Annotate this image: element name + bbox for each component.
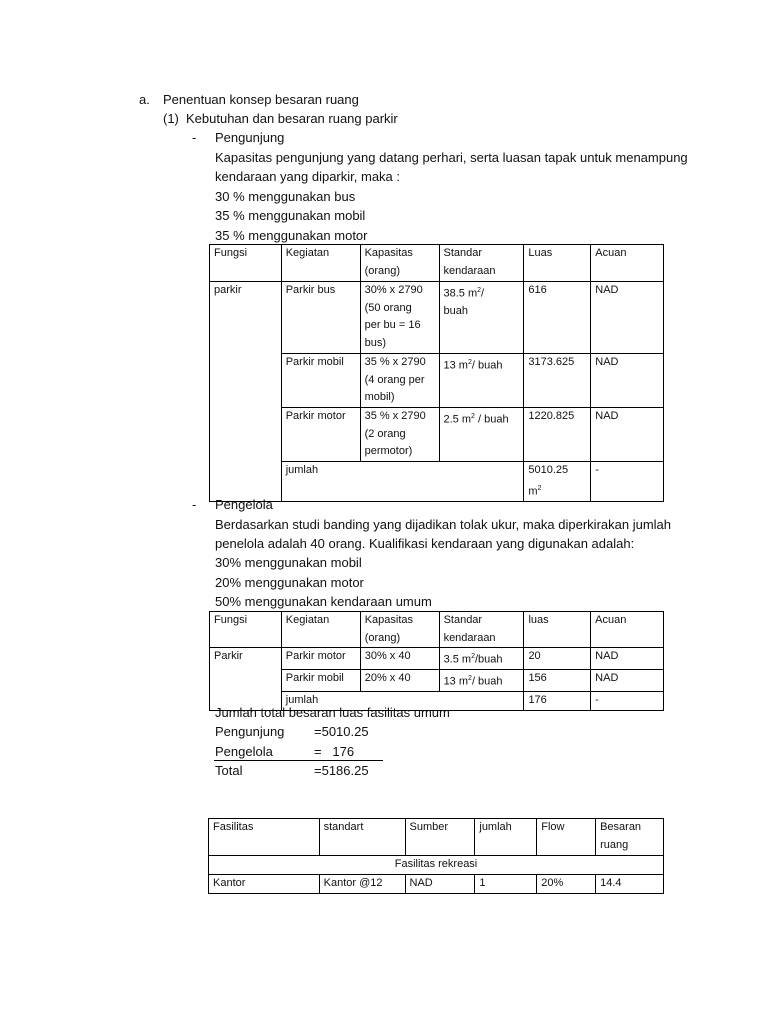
cell-standar	[439, 354, 524, 408]
summary-value: =5010.25	[314, 724, 369, 739]
header-kapasitas	[360, 612, 439, 648]
cell-total-acuan: -	[591, 692, 664, 711]
visitor-dash: -	[192, 130, 197, 145]
visitor-line: Kapasitas pengunjung yang datang perhari, serta luasan tapak untuk menampung	[215, 150, 688, 165]
std-suffix: / buah	[474, 413, 509, 426]
visitor-parking-table	[209, 244, 664, 502]
total-luas-unit: m	[528, 485, 538, 498]
cell-kapasitas: 20% x 40	[360, 670, 439, 692]
cell-kapasitas	[360, 282, 439, 354]
header-standar-line: kendaraan	[443, 264, 496, 277]
std-value: 2.5 m	[443, 413, 472, 426]
group-label: Fasilitas rekreasi	[209, 856, 664, 875]
header-standar-line: Standar	[443, 247, 483, 259]
std-suffix: buah	[443, 305, 468, 318]
header-sumber: Sumber	[405, 819, 475, 856]
kap-line: 30% x 2790	[364, 284, 423, 296]
cell-kapasitas	[360, 408, 439, 462]
std-suffix: /buah	[474, 653, 503, 666]
header-kegiatan: Kegiatan	[281, 612, 360, 648]
cell-standar	[439, 648, 524, 670]
visitor-line: 35 % menggunakan motor	[215, 228, 368, 243]
cell-luas: 20	[524, 648, 591, 670]
header-besaran-line: Besaran	[600, 821, 642, 833]
cell-total-luas	[524, 462, 591, 502]
summary-title: Jumlah total besaran luas fasilitas umum	[215, 705, 450, 720]
kap-line: mobil)	[364, 391, 395, 403]
sub-marker: (1)	[163, 111, 179, 126]
manager-title: Pengelola	[215, 497, 273, 512]
cell-kegiatan: Parkir mobil	[281, 670, 360, 692]
kap-line: 35 % x 2790	[364, 410, 426, 422]
std-unit-sup: 2	[467, 359, 472, 366]
cell-luas: 3173.625	[524, 354, 591, 408]
std-suffix: / buah	[471, 359, 503, 372]
header-kapasitas-line: (orang)	[364, 264, 401, 277]
header-standar	[439, 245, 524, 282]
cell-acuan: NAD	[591, 648, 664, 670]
cell-total-label: jumlah	[281, 462, 524, 502]
total-luas-sup: 2	[537, 484, 542, 492]
heading-title: Penentuan konsep besaran ruang	[163, 92, 359, 107]
cell-kegiatan: Parkir bus	[281, 282, 360, 354]
summary-label: Pengunjung	[215, 724, 285, 739]
header-besaran-line: ruang	[600, 838, 629, 851]
cell-acuan: NAD	[591, 354, 664, 408]
header-fasilitas: Fasilitas	[209, 819, 320, 856]
cell-sumber: NAD	[405, 874, 475, 893]
header-fungsi: Fungsi	[210, 612, 282, 648]
cell-total-luas: 176	[524, 692, 591, 711]
cell-acuan: NAD	[591, 670, 664, 692]
cell-luas: 156	[524, 670, 591, 692]
std-suffix: / buah	[471, 675, 503, 688]
cell-flow: 20%	[537, 874, 596, 893]
summary-label: Total	[215, 763, 243, 778]
summary-label: Pengelola	[215, 744, 273, 759]
heading-marker: a.	[139, 92, 150, 107]
manager-parking-table	[209, 611, 664, 711]
cell-kapasitas	[360, 354, 439, 408]
table-row	[209, 874, 664, 893]
manager-dash: -	[192, 497, 197, 512]
std-value: 13 m	[443, 359, 468, 372]
header-standar-line: kendaraan	[443, 631, 496, 644]
manager-line: 30% menggunakan mobil	[215, 555, 362, 570]
header-acuan: Acuan	[591, 245, 664, 282]
header-standart: standart	[319, 819, 405, 856]
std-value: 13 m	[443, 675, 469, 688]
kap-line: permotor)	[364, 445, 413, 457]
header-acuan: Acuan	[591, 612, 664, 648]
std-unit-sup: 2	[471, 653, 475, 660]
kap-line: per bu = 16	[364, 319, 421, 331]
manager-line: Berdasarkan studi banding yang dijadikan tolak ukur, maka diperkirakan jumlah	[215, 517, 671, 532]
cell-acuan: NAD	[591, 282, 664, 354]
header-kapasitas-line: (orang)	[364, 631, 401, 644]
kap-line: (4 orang per	[364, 373, 425, 386]
header-standar-line: Standar	[443, 614, 483, 626]
std-unit-sup: 2	[477, 287, 482, 294]
cell-fasilitas: Kantor	[209, 874, 320, 893]
kap-line: (50 orang	[364, 301, 412, 314]
visitor-line: kendaraan yang diparkir, maka :	[215, 169, 400, 184]
cell-fungsi: Parkir	[210, 648, 282, 711]
header-luas: Luas	[524, 245, 591, 282]
header-jumlah: jumlah	[475, 819, 537, 856]
manager-line: penelola adalah 40 orang. Kualifikasi kendaraan yang digunakan adalah:	[215, 536, 635, 551]
std-unit-sup: 2	[468, 675, 472, 683]
table-header-row	[210, 245, 664, 282]
cell-acuan: NAD	[591, 408, 664, 462]
header-kapasitas-line: Kapasitas	[364, 247, 413, 259]
header-standar	[439, 612, 524, 648]
header-luas: luas	[524, 612, 591, 648]
cell-kegiatan: Parkir motor	[281, 408, 360, 462]
visitor-line: 30 % menggunakan bus	[215, 189, 356, 204]
table-header-row	[210, 612, 664, 648]
table-group-row	[209, 856, 664, 875]
header-flow: Flow	[537, 819, 596, 856]
cell-standart: Kantor @12	[319, 874, 405, 893]
cell-luas: 616	[524, 282, 591, 354]
kap-line: bus)	[364, 336, 386, 349]
kap-line: 35 % x 2790	[364, 356, 426, 368]
cell-standar	[439, 282, 524, 354]
header-kegiatan: Kegiatan	[281, 245, 360, 282]
cell-luas: 1220.825	[524, 408, 591, 462]
cell-kegiatan: Parkir motor	[281, 648, 360, 670]
facilities-table	[208, 818, 664, 894]
summary-value: =5186.25	[314, 763, 369, 778]
table-row	[210, 648, 664, 670]
sub-title: Kebutuhan dan besaran ruang parkir	[186, 111, 398, 126]
cell-fungsi: parkir	[210, 282, 282, 502]
header-kapasitas-line: Kapasitas	[364, 614, 414, 626]
std-unit-sup: 2	[471, 413, 475, 420]
std-value: 38.5 m	[443, 287, 478, 300]
cell-total-acuan: -	[591, 462, 664, 502]
table-row	[210, 282, 664, 354]
cell-standar	[439, 408, 524, 462]
cell-total-label: jumlah	[281, 692, 524, 711]
kap-line: (2 orang	[364, 427, 406, 440]
cell-besaran: 14.4	[596, 874, 664, 893]
header-besaran	[596, 819, 664, 856]
manager-line: 20% menggunakan motor	[215, 575, 364, 590]
header-fungsi: Fungsi	[210, 245, 282, 282]
table-header-row	[209, 819, 664, 856]
header-kapasitas	[360, 245, 439, 282]
cell-jumlah: 1	[475, 874, 537, 893]
cell-kegiatan: Parkir mobil	[281, 354, 360, 408]
std-suffix: /	[481, 287, 485, 300]
visitor-title: Pengunjung	[215, 130, 285, 145]
manager-line: 50% menggunakan kendaraan umum	[215, 594, 432, 609]
visitor-line: 35 % menggunakan mobil	[215, 208, 366, 223]
std-value: 3.5 m	[443, 653, 472, 666]
cell-standar	[439, 670, 524, 692]
summary-value: = 176	[314, 744, 355, 759]
cell-kapasitas: 30% x 40	[360, 648, 439, 670]
total-luas-value: 5010.25	[528, 464, 569, 476]
